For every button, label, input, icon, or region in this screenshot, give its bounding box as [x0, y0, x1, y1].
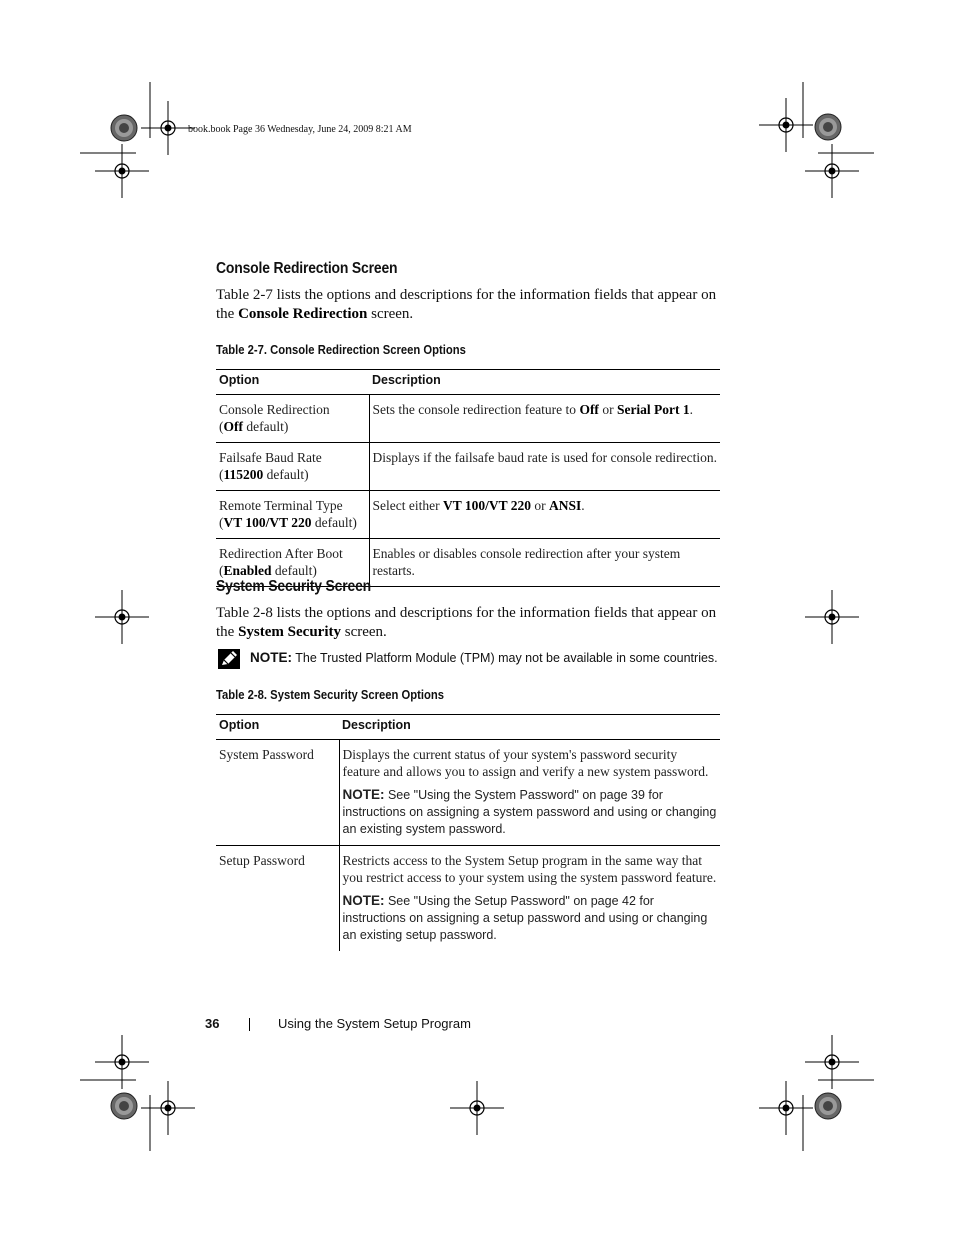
- column-header-option: Option: [219, 373, 260, 387]
- section-intro: Table 2-7 lists the options and descriptions for the information fields that appear on the Console Redirection screen.: [216, 287, 717, 322]
- table-caption: Table 2-8. System Security Screen Options: [216, 688, 445, 702]
- footer-title: Using the System Setup Program: [278, 1016, 471, 1031]
- table-row: Failsafe Baud Rate (115200 default) Displays if the failsafe baud rate is used for console redirection.: [216, 443, 720, 491]
- table-row: System Password Displays the current status of your system's password security feature and allows you to assign and verify a new system password. NOTE: See "Using the System Password" on page 39 for instructions on assigning a system password and using or changing an existing system password.: [216, 740, 720, 846]
- column-header-description: Description: [342, 718, 411, 732]
- system-security-table: [216, 714, 720, 951]
- footer-divider: [249, 1018, 250, 1031]
- column-header-description: Description: [372, 373, 441, 387]
- console-redirection-table: [216, 369, 720, 587]
- column-header-option: Option: [219, 718, 260, 732]
- slug-line: book.book Page 36 Wednesday, June 24, 2009 8:21 AM: [188, 124, 412, 135]
- table-row: Remote Terminal Type (VT 100/VT 220 default) Select either VT 100/VT 220 or ANSI.: [216, 491, 720, 539]
- tpm-note: NOTE: The Trusted Platform Module (TPM) may not be available in some countries.: [250, 650, 718, 665]
- table-row: Console Redirection (Off default) Sets the console redirection feature to Off or Serial Port 1.: [216, 395, 720, 443]
- table-note: NOTE: See "Using the System Password" on page 39 for instructions on assigning a system password and using or changing an existing system password.: [342, 787, 717, 836]
- section-heading-console-redirection: Console Redirection Screen: [216, 260, 398, 277]
- table-note: NOTE: See "Using the Setup Password" on page 42 for instructions on assigning a setup password and using or changing an existing setup password.: [342, 893, 708, 942]
- section-heading-system-security: System Security Screen: [216, 578, 372, 595]
- table-caption: Table 2-7. Console Redirection Screen Options: [216, 343, 466, 357]
- color-wheel-icon: [111, 115, 137, 141]
- page-number: 36: [205, 1016, 220, 1031]
- note-pencil-icon: [218, 649, 240, 669]
- section-intro: Table 2-8 lists the options and descriptions for the information fields that appear on the System Security screen.: [216, 605, 717, 640]
- table-row: Setup Password Restricts access to the System Setup program in the same way that you restrict access to your system using the system password feature. NOTE: See "Using the Setup Password" on page 42 for instructions on assigning a setup password and using or changing an existing setup password.: [216, 846, 720, 952]
- table-row: Redirection After Boot (Enabled default) Enables or disables console redirection after your system restarts.: [216, 539, 720, 587]
